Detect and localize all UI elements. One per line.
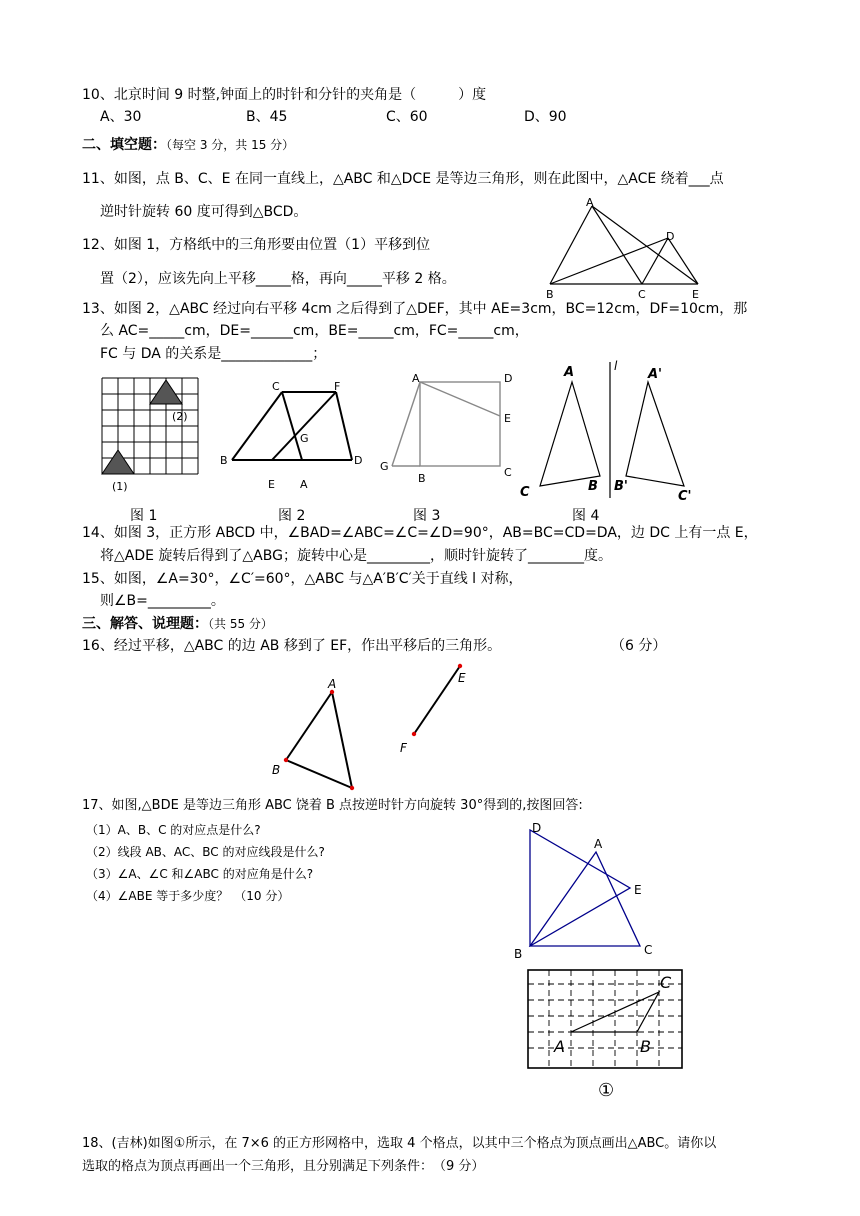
section-2-note: （每空 3 分，共 15 分） xyxy=(166,138,295,152)
figure-4-label-c: C xyxy=(520,485,530,500)
q18-line2: 选取的格点为顶点再画出一个三角形，且分别满足下列条件： （9 分） xyxy=(82,1159,485,1174)
figure-2-label-c: C xyxy=(272,380,280,393)
q13-line3: FC 与 DA 的关系是_____________； xyxy=(100,346,327,362)
q18-label-a: A xyxy=(554,1037,565,1056)
q15-line2: 则∠B=_________。 xyxy=(100,593,225,609)
q10-stem: 10、北京时间 9 时整,钟面上的时针和分针的夹角是（ ）度 xyxy=(82,87,487,103)
q15-line1: 15、如图，∠A=30°，∠C′=60°，△ABC 与△A′B′C′关于直线 l 对称， xyxy=(82,571,523,587)
section-3-heading xyxy=(82,615,273,633)
section-2-heading xyxy=(82,136,294,154)
q11-line2: 逆时针旋转 60 度可得到△BCD。 xyxy=(100,204,308,220)
q11-label-e: E xyxy=(692,288,699,301)
figure-3-label-d: D xyxy=(504,372,513,385)
figure-3-label-c: C xyxy=(504,466,512,479)
q18-label-c: C xyxy=(660,973,672,992)
section-2-title: 二、填空题： xyxy=(82,137,166,153)
section-3-note: （共 55 分） xyxy=(208,617,273,631)
q13-line2: 么 AC=_____cm，DE=______cm，BE=_____cm，FC=_____cm， xyxy=(100,323,529,339)
q16-figure xyxy=(262,656,482,796)
figure-3-caption: 图 3 xyxy=(413,508,441,524)
q11-label-a: A xyxy=(586,196,594,209)
q17-item-3: （3）∠A、∠C 和∠ABC 的对应角是什么? xyxy=(86,867,314,881)
figure-2-label-a: A xyxy=(300,478,308,491)
q10-option-a: A、30 xyxy=(100,109,142,125)
q17-item-4: （4）∠ABE 等于多少度？ （10 分） xyxy=(86,889,290,903)
q16-label-a: A xyxy=(328,677,337,691)
figure-4-label-b: B xyxy=(588,479,598,494)
figure-1-label-1: (1) xyxy=(112,480,128,493)
q18-figure-caption: ① xyxy=(598,1080,615,1101)
q10-option-c: C、60 xyxy=(386,109,428,125)
q18-label-b: B xyxy=(640,1037,651,1056)
q17-label-e: E xyxy=(634,883,642,897)
q16-label-e: E xyxy=(458,671,466,685)
figure-4-label-b-prime: B' xyxy=(614,479,628,494)
q16-score: （6 分） xyxy=(611,638,667,654)
q17-item-1: （1）A、B、C 的对应点是什么? xyxy=(86,823,261,837)
figure-2-caption: 图 2 xyxy=(278,508,306,524)
figure-2-label-d: D xyxy=(354,454,363,467)
figure-4-label-l: l xyxy=(614,359,618,373)
q16-stem: 16、经过平移，△ABC 的边 AB 移到了 EF，作出平移后的三角形。 xyxy=(82,638,502,654)
q14-line1: 14、如图 3，正方形 ABCD 中，∠BAD=∠ABC=∠C=∠D=90°，AB=BC=CD=DA，边 DC 上有一点 E， xyxy=(82,525,758,541)
q17-label-d: D xyxy=(532,821,542,835)
figure-3 xyxy=(374,368,530,492)
figure-2-label-b: B xyxy=(220,454,228,467)
q11-label-b: B xyxy=(546,288,554,301)
figure-4-caption: 图 4 xyxy=(572,508,600,524)
figure-3-label-b: B xyxy=(418,472,426,485)
figure-1-grid xyxy=(92,372,204,496)
q13-line1: 13、如图 2，△ABC 经过向右平移 4cm 之后得到了△DEF，其中 AE=3cm，BC=12cm，DF=10cm，那 xyxy=(82,301,748,317)
q11-label-d: D xyxy=(666,230,675,243)
figure-4-label-c-prime: C' xyxy=(678,489,692,504)
q17-stem: 17、如图,△BDE 是等边三角形 ABC 饶着 B 点按逆时针方向旋转 30°得到的,按图回答: xyxy=(82,798,583,813)
figure-3-label-e: E xyxy=(504,412,511,425)
q11-figure xyxy=(538,194,708,302)
q18-line1: 18、(吉林)如图①所示，在 7×6 的正方形网格中，选取 4 个格点，以其中三个格点为顶点画出△ABC。请你以 xyxy=(82,1136,717,1151)
q10-option-d: D、90 xyxy=(524,109,567,125)
q10-option-b: B、45 xyxy=(246,109,288,125)
q14-line2: 将△ADE 旋转后得到了△ABG；旋转中心是_________，顺时针旋转了________度。 xyxy=(100,548,612,564)
q18-figure xyxy=(522,966,690,1106)
figure-1-label-2: (2) xyxy=(172,410,188,423)
figure-1-caption: 图 1 xyxy=(130,508,158,524)
q16-label-b: B xyxy=(272,763,281,777)
q17-label-a: A xyxy=(594,837,603,851)
figure-4 xyxy=(514,358,710,504)
figure-4-label-a-prime: A' xyxy=(648,367,663,382)
figure-2-label-f: F xyxy=(334,380,341,393)
q11-line1: 11、如图，点 B、C、E 在同一直线上，△ABC 和△DCE 是等边三角形，则在此图中，△ACE 绕着___点 xyxy=(82,171,724,187)
q17-label-b: B xyxy=(514,947,523,961)
q17-label-c: C xyxy=(644,943,653,957)
figure-2-label-e: E xyxy=(268,478,275,491)
figure-4-label-a: A xyxy=(564,365,575,380)
section-3-title: 三、解答、说理题： xyxy=(82,616,208,632)
q17-figure xyxy=(508,816,668,962)
q12-line1: 12、如图 1，方格纸中的三角形要由位置（1）平移到位 xyxy=(82,237,431,253)
q16-label-f: F xyxy=(400,741,407,755)
figure-2 xyxy=(216,378,366,492)
q11-label-c: C xyxy=(638,288,646,301)
q17-item-2: （2）线段 AB、AC、BC 的对应线段是什么? xyxy=(86,845,325,859)
q12-line2: 置（2），应该先向上平移_____格，再向_____平移 2 格。 xyxy=(100,271,456,287)
figure-3-label-a: A xyxy=(412,372,420,385)
figure-2-label-g: G xyxy=(300,432,309,445)
figure-3-label-g: G xyxy=(380,460,389,473)
